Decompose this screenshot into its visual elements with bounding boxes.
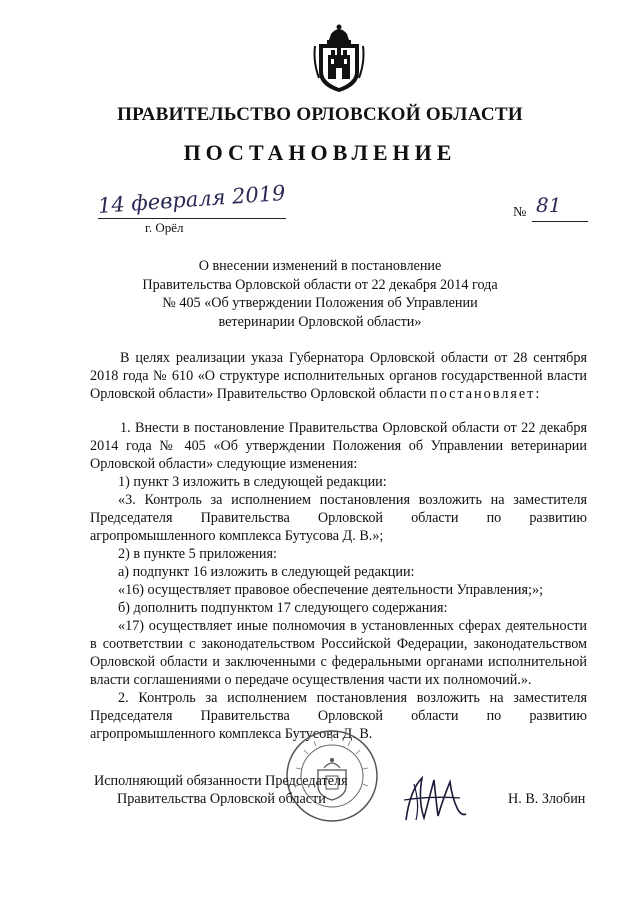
item-1-subitem-2b: б) дополнить подпунктом 17 следующего содержания: xyxy=(118,600,448,616)
item-1-subitem-1: 1) пункт 3 изложить в следующей редакции: xyxy=(118,474,387,490)
item-1-subitem-2b-text: «17) осуществляет иные полномочия в установленных сферах деятельности в соответствии с законодательством Российской Федерации, законодательством Орловской области и заключенными с федеральными органами исполнительной власти соглашениями о передаче осуществления части их полномочий.». xyxy=(90,618,587,688)
handwritten-date: 14 февраля 2019 xyxy=(97,180,287,218)
subject-line: О внесении изменений в постановление xyxy=(198,258,442,274)
subject-line: № 405 «Об утверждении Положения об Управлении xyxy=(162,295,478,311)
handwritten-number: 81 xyxy=(536,193,562,217)
preamble-paragraph xyxy=(90,349,587,403)
coat-of-arms-emblem xyxy=(311,22,367,94)
item-1-subitem-2a-text: «16) осуществляет правовое обеспечение деятельности Управления;»; xyxy=(118,582,544,598)
document-type-title: ПОСТАНОВЛЕНИЕ xyxy=(183,140,457,165)
handwritten-signature xyxy=(400,770,470,825)
item-1: 1. Внести в постановление Правительства Орловской области от 22 декабря 2014 года № 405 «Об утверждении Положения об Управлении ветеринарии Орловской области» следующие изменения: xyxy=(90,420,587,472)
item-1-subitem-2: 2) в пункте 5 приложения: xyxy=(118,546,277,562)
item-1-subitem-2a: а) подпункт 16 изложить в следующей редакции: xyxy=(118,564,415,580)
signer-name: Н. В. Злобин xyxy=(508,791,586,807)
number-label: № xyxy=(513,205,527,220)
date-underline xyxy=(98,218,286,219)
number-underline xyxy=(532,221,588,222)
preamble-text: В целях реализации указа Губернатора Орловской области от 28 сентября 2018 года № 610 «О структуре исполнительных органов государственной власти Орловской области» Правительство Орловской области xyxy=(90,350,587,402)
city-label: г. Орёл xyxy=(145,220,184,235)
government-title: ПРАВИТЕЛЬСТВО ОРЛОВСКОЙ ОБЛАСТИ xyxy=(117,104,523,125)
subject-line: Правительства Орловской области от 22 декабря 2014 года xyxy=(142,276,498,293)
decree-subject xyxy=(120,257,520,331)
preamble-verb: постановляет: xyxy=(430,386,542,402)
signatory-position-line-1: Исполняющий обязанности Председателя xyxy=(94,773,348,789)
subject-line: ветеринарии Орловской области» xyxy=(218,313,422,330)
item-2: 2. Контроль за исполнением постановления возложить на заместителя Председателя Правительства Орловской области по развитию агропромышленного комплекса Бутусова Д. В. xyxy=(90,690,587,742)
item-1-subitem-1-text: «3. Контроль за исполнением постановления возложить на заместителя Председателя Правительства Орловской области по развитию агропромышленного комплекса Бутусова Д. В.»; xyxy=(90,492,587,544)
decree-body xyxy=(90,349,587,743)
signatory-position-line-2: Правительства Орловской области xyxy=(117,791,326,807)
